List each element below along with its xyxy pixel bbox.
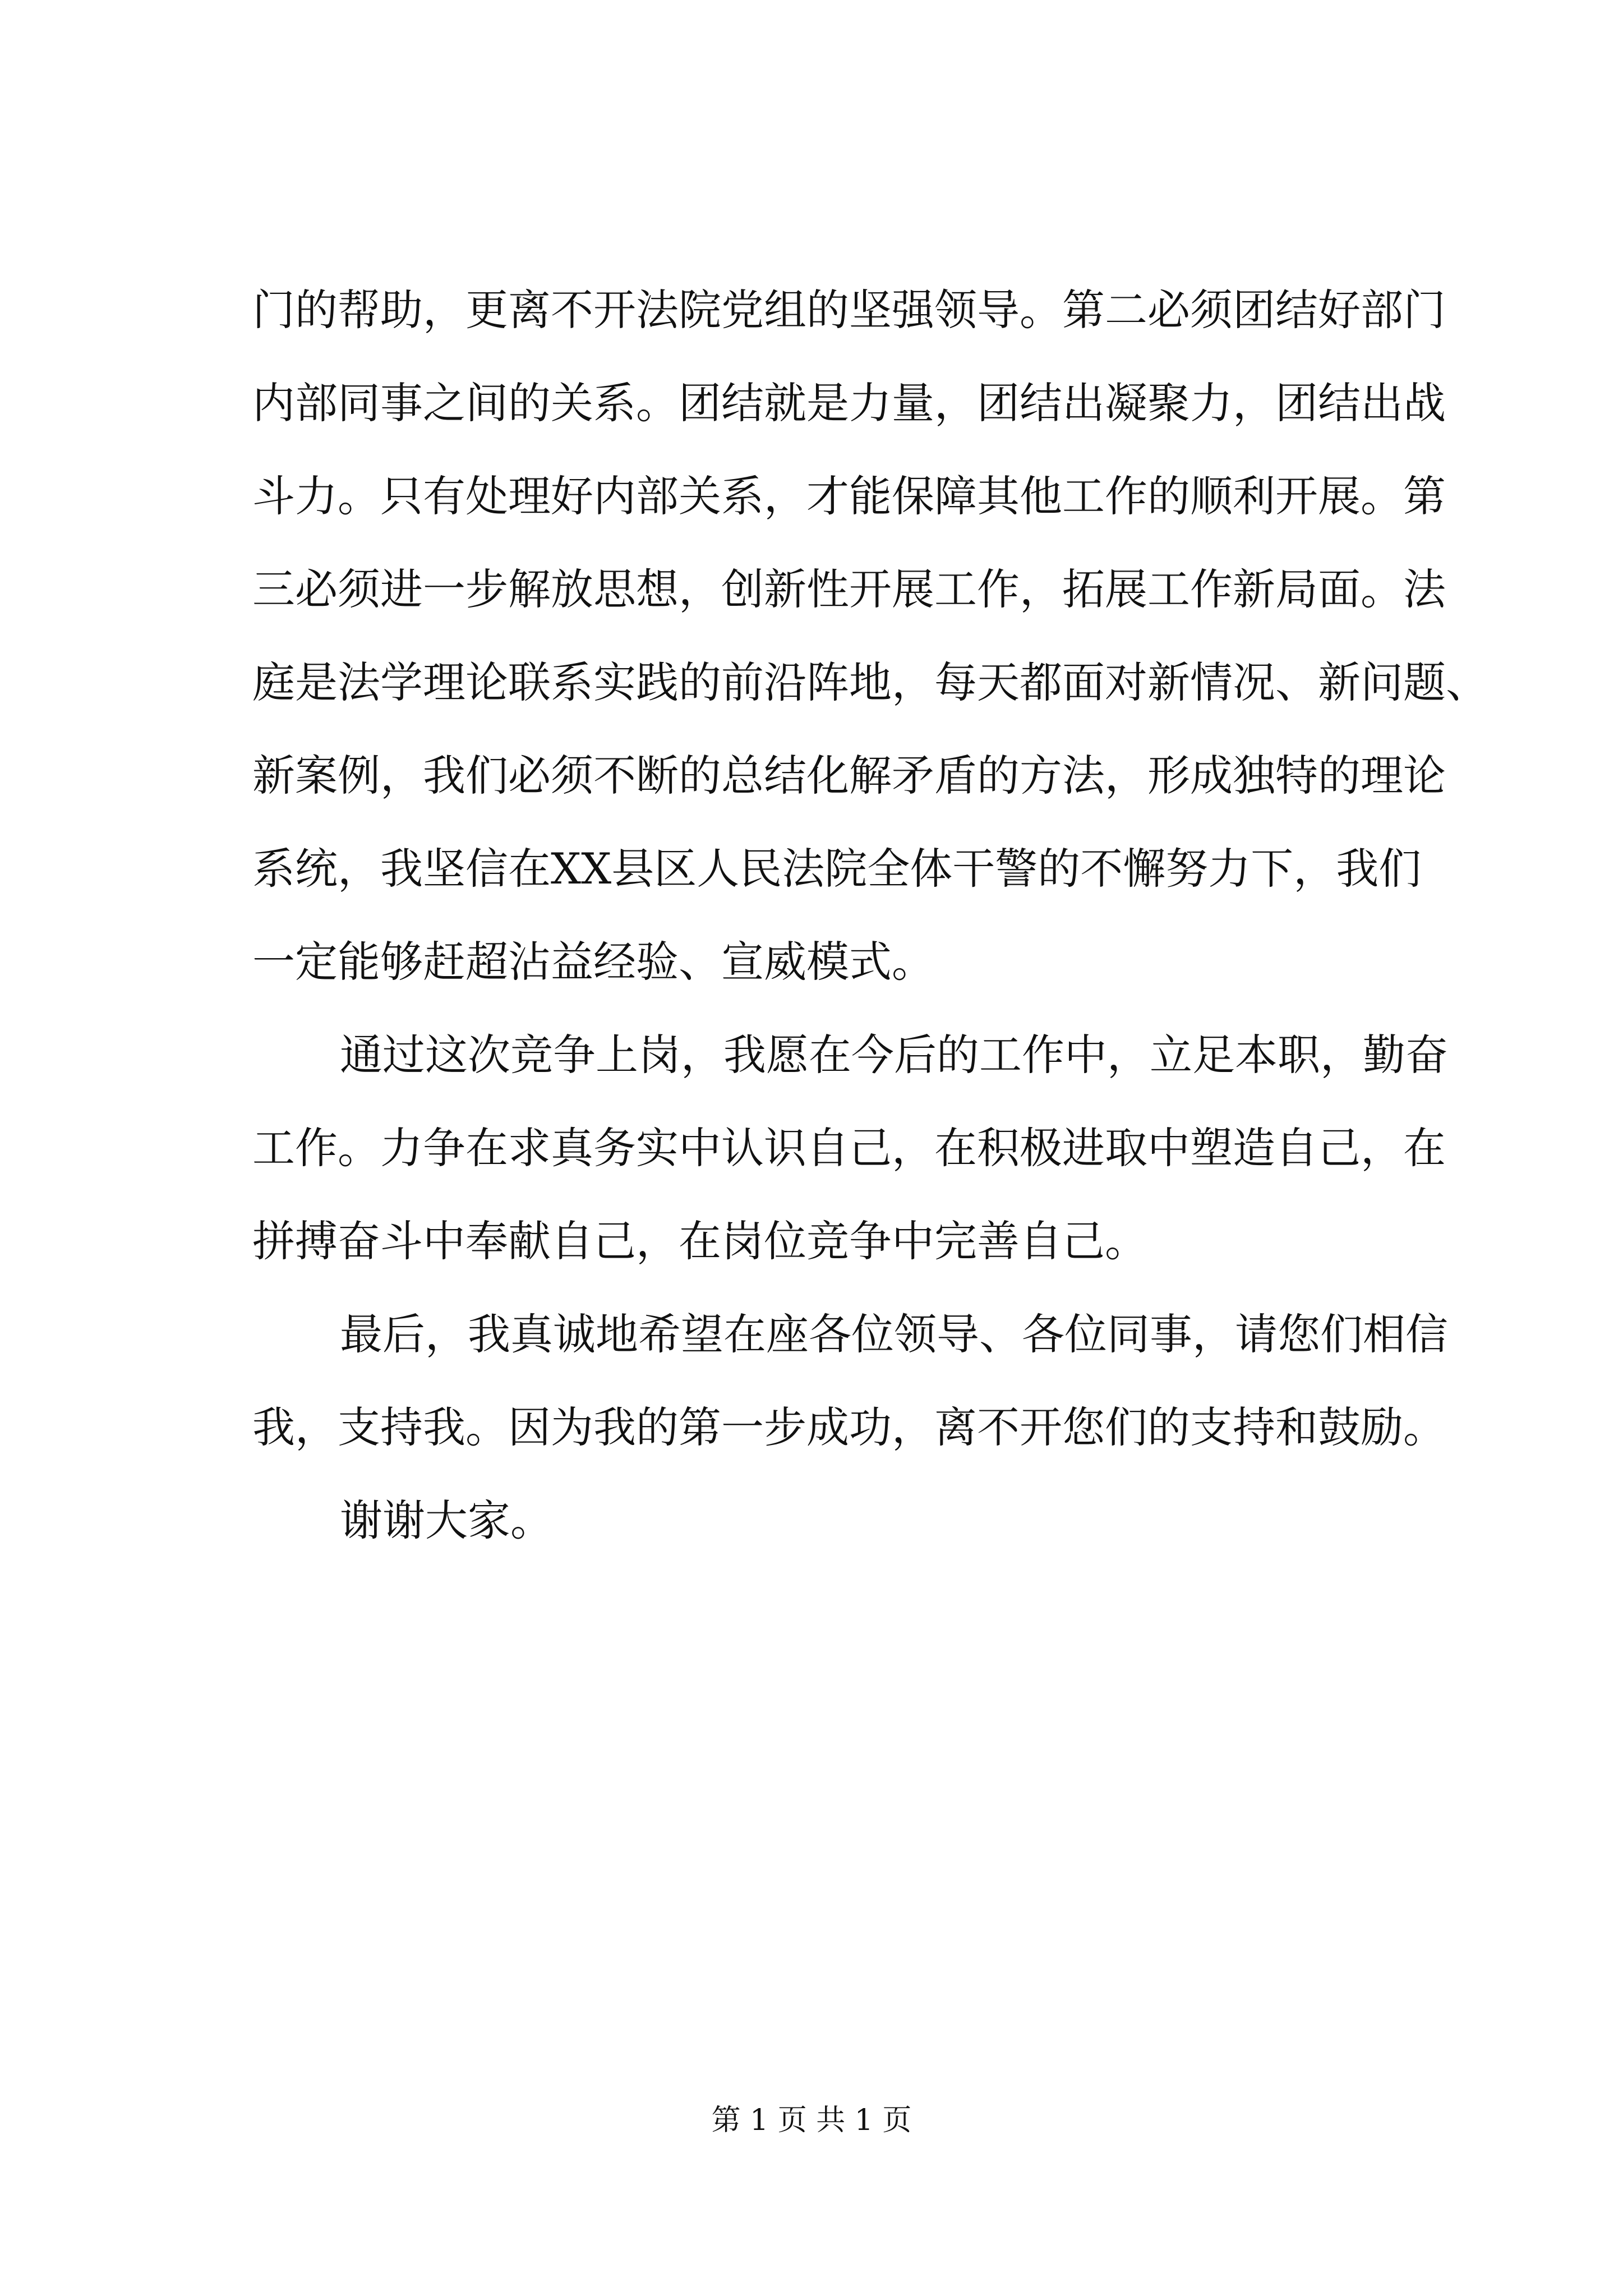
paragraph-1 <box>252 264 1488 1009</box>
text-line: 系统，我坚信在XX县区人民法院全体干警的不懈努力下，我们 <box>252 844 1422 894</box>
text-line: 谢谢大家。 <box>340 1496 553 1545</box>
text-line: 最后，我真诚地希望在座各位领导、各位同事，请您们相信 <box>340 1309 1448 1359</box>
text-line: 斗力。只有处理好内部关系，才能保障其他工作的顺利开展。第 <box>252 471 1446 521</box>
text-line: 我，支持我。因为我的第一步成功，离不开您们的支持和鼓励。 <box>252 1402 1446 1452</box>
page-number-label: 第 1 页 共 1 页 <box>711 2104 912 2137</box>
page-footer <box>0 2101 1623 2140</box>
text-line: 通过这次竞争上岗，我愿在今后的工作中，立足本职，勤奋 <box>340 1030 1448 1080</box>
text-line: 三必须进一步解放思想，创新性开展工作，拓展工作新局面。法 <box>252 564 1446 614</box>
text-line: 拼搏奋斗中奉献自己，在岗位竞争中完善自己。 <box>252 1216 1147 1266</box>
text-line: 新案例，我们必须不断的总结化解矛盾的方法，形成独特的理论 <box>252 751 1446 800</box>
text-line: 内部同事之间的关系。团结就是力量，团结出凝聚力，团结出战 <box>252 378 1446 428</box>
paragraph-2 <box>252 1009 1448 1288</box>
text-line: 庭是法学理论联系实践的前沿阵地，每天都面对新情况、新问题、 <box>252 657 1488 707</box>
document-body <box>252 264 1488 1567</box>
text-line: 工作。力争在求真务实中认识自己，在积极进取中塑造自己，在 <box>252 1123 1446 1173</box>
text-line: 门的帮助，更离不开法院党组的坚强领导。第二必须团结好部门 <box>252 285 1446 335</box>
text-line: 一定能够赶超沾益经验、宣威模式。 <box>252 937 934 987</box>
paragraph-3 <box>252 1288 1448 1474</box>
paragraph-4 <box>252 1474 1419 1567</box>
